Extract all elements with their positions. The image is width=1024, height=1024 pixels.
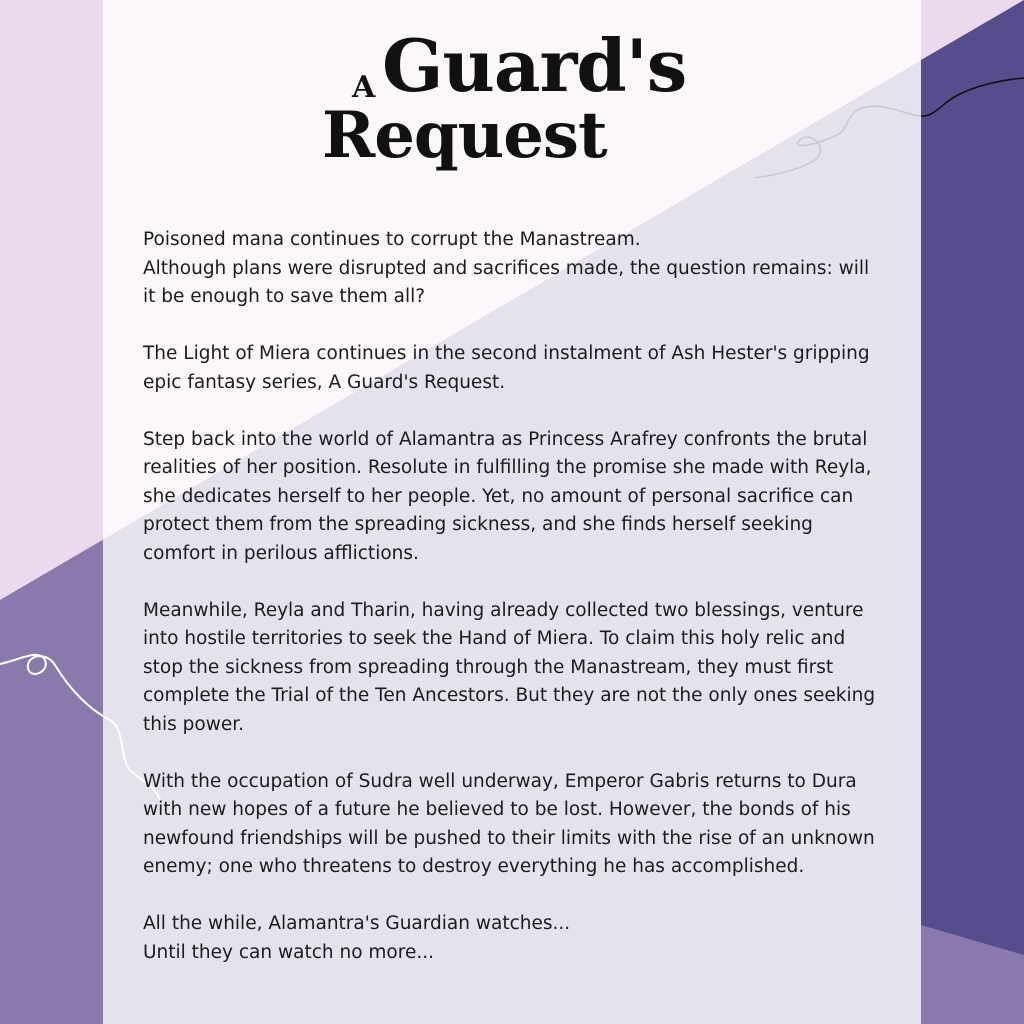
blurb-paragraph: Meanwhile, Reyla and Tharin, having already collected two blessings, venture into hostile territories to seek the Hand of Miera. To claim this holy relic and stop the sickness from spreading through the Manastream, they must first complete the Trial of the Ten Ancestors. But they are not the only ones seeking this power. (143, 599, 876, 735)
blurb-paragraph: Step back into the world of Alamantra as Princess Arafrey confronts the brutal realities of her position. Resolute in fulfilling the promise she made with Reyla, she dedicates herself to her people. Yet, no amount of personal sacrifice can protect them from the spreading sickness, and she finds herself seeking comfort in perilous afflictions. (143, 428, 872, 564)
title-request: Request (322, 98, 607, 173)
blurb-paragraph: All the while, Alamantra's Guardian watches... Until they can watch no more... (143, 913, 571, 963)
background-deep-purple-band (921, 0, 1024, 955)
title-article: A (352, 70, 376, 105)
blurb-paragraph: The Light of Miera continues in the second instalment of Ash Hester's gripping epic fantasy series, A Guard's Request. (143, 343, 870, 393)
book-title-logo (300, 22, 720, 187)
blurb-paragraph: Poisoned mana continues to corrupt the Manastream. Although plans were disrupted and sacrifices made, the question remains: will it be enough to save them all? (143, 229, 870, 307)
title-guards: Guard's (382, 23, 687, 108)
book-blurb (143, 226, 883, 967)
blurb-paragraph: With the occupation of Sudra well underway, Emperor Gabris returns to Dura with new hopes of a future he believed to be lost. However, the bonds of his newfound friendships will be pushed to their limits with the rise of an unknown enemy; one who threatens to destroy everything he has accomplished. (143, 770, 875, 877)
